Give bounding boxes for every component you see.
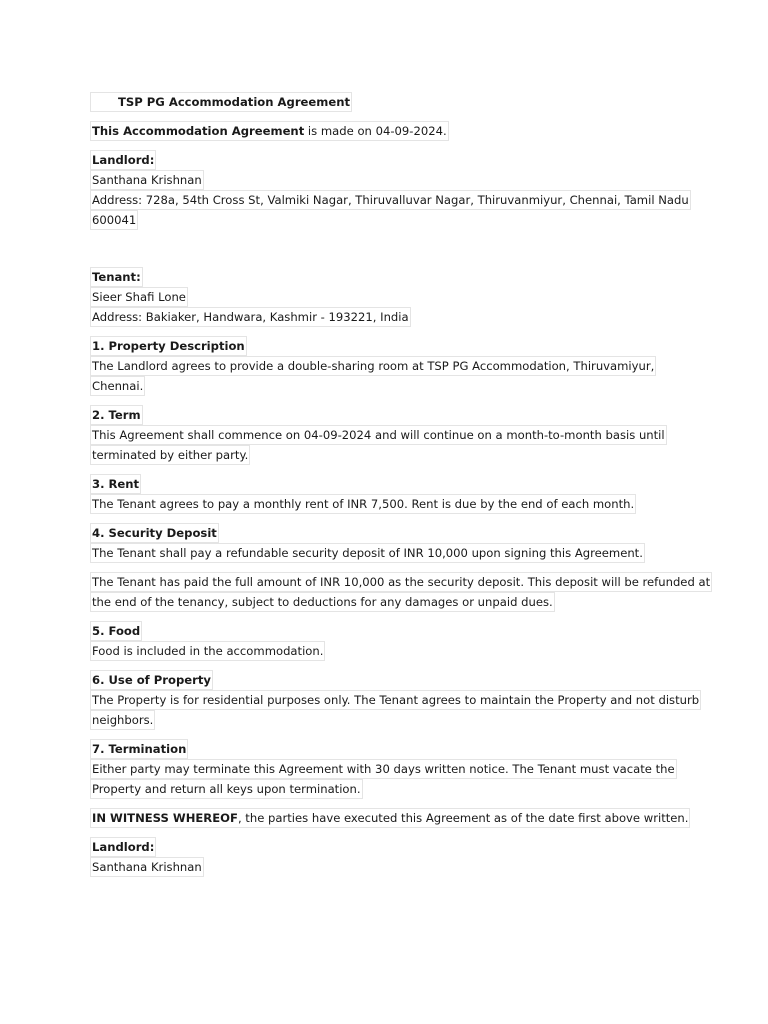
landlord-name: Santhana Krishnan	[90, 170, 204, 190]
witness-rest: , the parties have executed this Agreement as of the date first above written.	[237, 811, 689, 825]
section-heading-text: 3. Rent	[92, 477, 140, 491]
signature-heading-text: Landlord:	[92, 840, 155, 854]
intro-row	[90, 121, 690, 141]
witness-statement	[90, 808, 690, 828]
witness-bold: IN WITNESS WHEREOF	[92, 811, 238, 825]
agreement-document	[90, 92, 711, 877]
intro-bold: This Accommodation Agreement	[92, 124, 305, 138]
section-heading-food	[90, 621, 142, 641]
tenant-heading-text: Tenant:	[92, 270, 141, 284]
use-text-line: The Property is for residential purposes only. The Tenant agrees to maintain the Property and not disturb	[90, 690, 701, 710]
section-heading-text: 7. Termination	[92, 742, 187, 756]
property-text-line: Chennai.	[90, 376, 145, 396]
signature-heading	[90, 837, 156, 857]
use-text-line: neighbors.	[90, 710, 155, 730]
tenant-heading	[90, 267, 143, 287]
landlord-address-line: Address: 728a, 54th Cross St, Valmiki Nagar, Thiruvalluvar Nagar, Thiruvanmiyur, Chennai, Tamil Nadu	[90, 190, 691, 210]
term-text-line: terminated by either party.	[90, 445, 250, 465]
section-heading-text: 4. Security Deposit	[92, 526, 217, 540]
term-text-line: This Agreement shall commence on 04-09-2024 and will continue on a month-to-month basis until	[90, 425, 667, 445]
property-text-line: The Landlord agrees to provide a double-sharing room at TSP PG Accommodation, Thiruvamiyur,	[90, 356, 656, 376]
section-heading-text: 6. Use of Property	[92, 673, 211, 687]
tenant-address: Address: Bakiaker, Handwara, Kashmir - 193221, India	[90, 307, 411, 327]
document-title	[90, 92, 352, 112]
landlord-address-line: 600041	[90, 210, 138, 230]
landlord-heading-text: Landlord:	[92, 153, 155, 167]
title-row	[90, 92, 690, 112]
section-heading-text: 2. Term	[92, 408, 141, 422]
termination-text-line: Property and return all keys upon termination.	[90, 779, 363, 799]
deposit-paid-line: The Tenant has paid the full amount of INR 10,000 as the security deposit. This deposit will be refunded at	[90, 572, 712, 592]
section-heading-text: 1. Property Description	[92, 339, 245, 353]
section-heading-rent	[90, 474, 141, 494]
rent-text-line: The Tenant agrees to pay a monthly rent of INR 7,500. Rent is due by the end of each month.	[90, 494, 636, 514]
signature-name: Santhana Krishnan	[90, 857, 204, 877]
deposit-paid-line: the end of the tenancy, subject to deductions for any damages or unpaid dues.	[90, 592, 555, 612]
deposit-text-line: The Tenant shall pay a refundable security deposit of INR 10,000 upon signing this Agreement.	[90, 543, 645, 563]
intro-rest: is made on 04-09-2024.	[304, 124, 447, 138]
section-heading-text: 5. Food	[92, 624, 141, 638]
section-heading-termination	[90, 739, 188, 759]
intro-statement	[90, 121, 449, 141]
landlord-heading	[90, 150, 156, 170]
section-heading-property	[90, 336, 247, 356]
section-heading-use	[90, 670, 213, 690]
section-heading-term	[90, 405, 143, 425]
food-text-line: Food is included in the accommodation.	[90, 641, 325, 661]
document-title-text: TSP PG Accommodation Agreement	[118, 95, 350, 109]
tenant-name: Sieer Shafi Lone	[90, 287, 188, 307]
termination-text-line: Either party may terminate this Agreement with 30 days written notice. The Tenant must vacate the	[90, 759, 677, 779]
section-heading-deposit	[90, 523, 219, 543]
